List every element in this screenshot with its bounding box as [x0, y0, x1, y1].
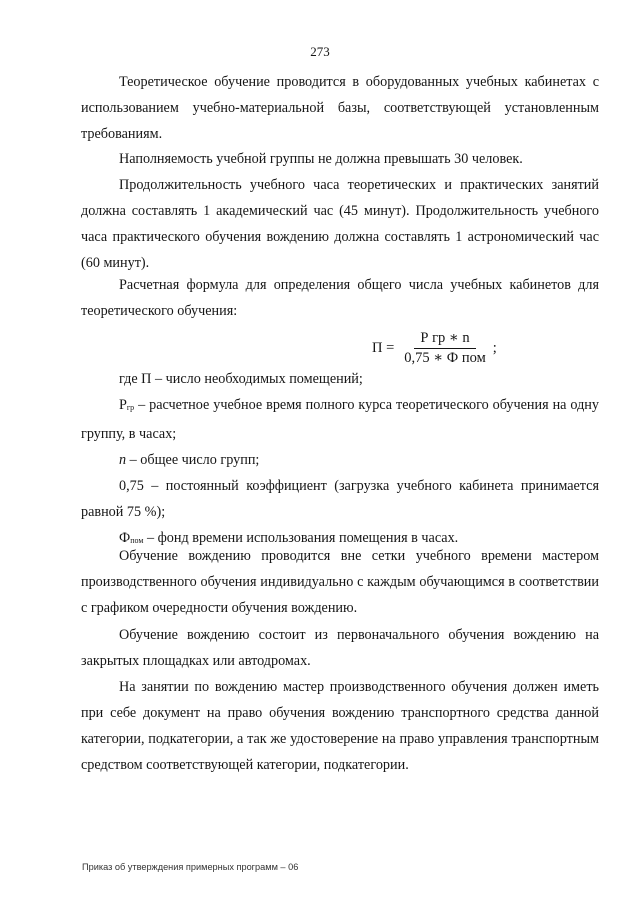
page-number: 273	[310, 44, 330, 59]
definition-rooms: где П – число необходимых помещений;	[119, 371, 363, 387]
formula-denominator: 0,75 ∗ Ф пом	[404, 350, 486, 366]
paragraph-text: Продолжительность учебного часа теоретических и практических занятий должна составлять 1 академический час (45 минут). Продолжительность учебного часа практического обучения вождению должна составлять 1 астрономический час (60 минут).	[81, 177, 599, 271]
symbol-f: Ф	[119, 530, 131, 546]
formula-definitions	[81, 366, 599, 554]
paragraph-text: На занятии по вождению мастер производственного обучения должен иметь при себе документ на право обучения вождению транспортного средства данной категории, подкатегории, а так же удостоверение на право управления транспортным средством соответствующей категории, подкатегории.	[81, 679, 599, 773]
definition-study-time	[81, 392, 599, 447]
paragraph-text: Обучение вождению проводится вне сетки учебного времени мастером производственного обучения индивидуально с каждым обучающимся в соответствии с графиком очередности обучения вождению.	[81, 548, 599, 616]
symbol-n: n	[119, 452, 127, 468]
paragraph-text: Обучение вождению состоит из первоначального обучения вождению на закрытых площадках или автодромах.	[81, 627, 599, 669]
paragraph-text: Наполняемость учебной группы не должна превышать 30 человек.	[119, 151, 523, 167]
symbol-subscript: пом	[130, 536, 144, 545]
paragraph-text: Теоретическое обучение проводится в оборудованных учебных кабинетах с использованием учебно-материальной базы, соответствующей установленным требованиям.	[81, 74, 599, 142]
definition-text: – расчетное учебное время полного курса теоретического обучения на одну группу, в часах;	[81, 397, 599, 442]
formula-lhs: П =	[372, 340, 395, 356]
formula-fraction	[400, 330, 489, 367]
symbol-p: Р	[119, 397, 127, 413]
definition-groups	[81, 447, 599, 473]
definition-text: – фонд времени использования помещения в часах.	[143, 530, 459, 546]
definition-coefficient: 0,75 – постоянный коэффициент (загрузка учебного кабинета принимается равной 75 %);	[81, 478, 599, 520]
formula-semicolon: ;	[492, 340, 497, 356]
symbol-subscript: гр	[126, 403, 135, 412]
paragraph-theory-classrooms	[81, 69, 599, 147]
paragraph-lesson-duration	[81, 172, 599, 276]
paragraph-instructor-documents	[81, 674, 599, 778]
classroom-count-formula	[372, 330, 497, 367]
paragraph-group-size	[81, 146, 599, 172]
formula-numerator: Р гр ∗ n	[414, 330, 475, 349]
paragraph-text: Расчетная формула для определения общего числа учебных кабинетов для теоретического обучения:	[81, 277, 599, 319]
page-footer: Приказ об утверждения примерных программ – 06	[82, 862, 299, 872]
definition-text: – общее число групп;	[126, 452, 260, 468]
paragraph-driving-initial	[81, 622, 599, 674]
paragraph-formula-intro	[81, 272, 599, 324]
paragraph-driving-individual	[81, 543, 599, 621]
